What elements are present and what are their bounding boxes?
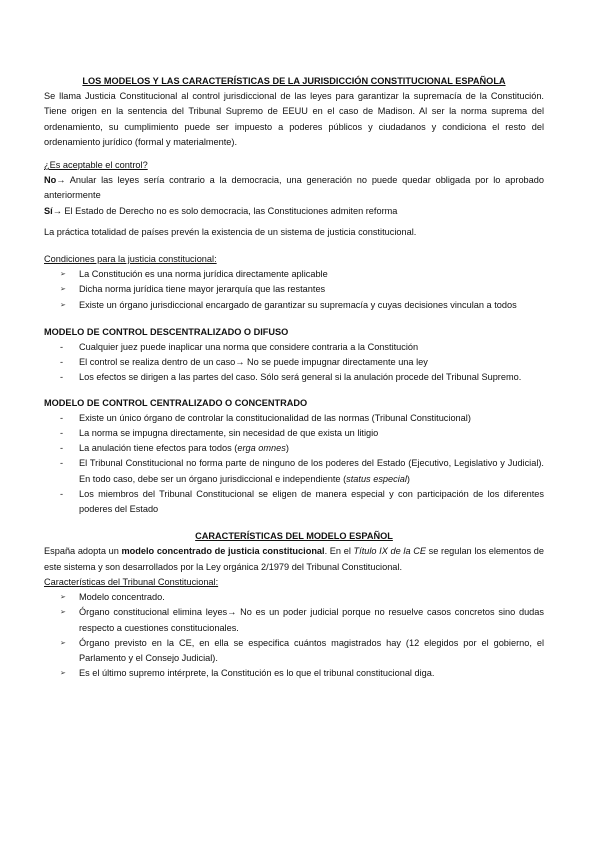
conditions-heading: Condiciones para la justicia constitucional: [44, 254, 217, 265]
no-text: → Anular las leyes sería contrario a la democracia, una generación no puede quedar obligada por lo aprobado anteriormente [44, 175, 544, 201]
espanol-heading: CARACTERÍSTICAS DEL MODELO ESPAÑOL [195, 531, 393, 542]
arrow-bullet-icon: ➢ [60, 286, 66, 294]
list-item: - La anulación tiene efectos para todos (erga omnes) [44, 441, 544, 456]
concentrado-heading: MODELO DE CONTROL CENTRALIZADO O CONCENTRADO [44, 397, 308, 408]
list-item: - Cualquier juez puede inaplicar una norma que considere contraria a la Constitución [44, 340, 544, 355]
difuso-heading: MODELO DE CONTROL DESCENTRALIZADO O DIFUSO [44, 326, 289, 337]
arrow-bullet-icon: ➢ [60, 670, 66, 678]
control-si [44, 204, 544, 219]
no-label: No [44, 175, 57, 186]
arrow-bullet-icon: ➢ [60, 639, 66, 647]
dash-bullet: - [60, 488, 64, 499]
arrow-bullet-icon: ➢ [60, 301, 66, 309]
tc-heading: Características del Tribunal Constitucional: [44, 576, 219, 587]
difuso-list [44, 340, 544, 386]
espanol-paragraph: España adopta un modelo concentrado de justicia constitucional. En el Título IX de la CE se regulan los elementos de este sistema y son desarrollados por la Ley orgánica 2/1979 del Tribunal Constitucional. [44, 546, 545, 572]
si-label: Sí [44, 205, 53, 216]
si-text: → El Estado de Derecho no es solo democracia, las Constituciones admiten reforma [52, 205, 398, 216]
list-item: - La norma se impugna directamente, sin necesidad de que exista un litigio [44, 426, 544, 441]
list-item: ➢ Es el último supremo intérprete, la Constitución es lo que el tribunal constitucional diga. [44, 666, 544, 681]
dash-bullet: - [60, 443, 64, 454]
dash-bullet: - [60, 357, 64, 368]
list-item: ➢ Modelo concentrado. [44, 590, 544, 605]
list-item: ➢ Órgano constitucional elimina leyes→ No es un poder judicial porque no resuelve casos concretos sino dudas respecto a cuestiones constitucionales. [60, 607, 544, 633]
dash-bullet: - [60, 428, 64, 439]
arrow-bullet-icon: ➢ [60, 609, 66, 617]
control-no [44, 173, 544, 203]
practice-paragraph: La práctica totalidad de países prevén la existencia de un sistema de justicia constitucional. [44, 226, 417, 237]
dash-bullet: - [60, 342, 64, 353]
list-item: - Existe un único órgano de controlar la constitucionalidad de las normas (Tribunal Constitucional) [44, 411, 544, 426]
list-item: - El Tribunal Constitucional no forma parte de ninguno de los poderes del Estado (Ejecutivo, Legislativo y Judicial). En todo caso, debe ser un órgano jurisdiccional e independiente (status especial) [60, 458, 544, 484]
list-item: ➢ Dicha norma jurídica tiene mayor jerarquía que las restantes [44, 282, 544, 297]
arrow-bullet-icon: ➢ [60, 271, 66, 279]
tc-list [44, 590, 544, 681]
list-item: ➢ Órgano previsto en la CE, en ella se especifica cuántos magistrados hay (12 elegidos por el gobierno, el Parlamento y el Consejo Judicial). [60, 637, 544, 663]
list-item: - Los miembros del Tribunal Constitucional se eligen de manera especial y con participación de los diferentes poderes del Estado [60, 488, 544, 515]
list-item: ➢ Existe un órgano jurisdiccional encargado de garantizar su supremacía y cuyas decisiones vinculan a todos [44, 298, 544, 313]
dash-bullet: - [60, 372, 64, 383]
document-page [44, 74, 544, 681]
control-question: ¿Es aceptable el control? [44, 160, 148, 171]
dash-bullet: - [60, 412, 64, 423]
concentrado-list [44, 411, 544, 517]
conditions-list [44, 267, 544, 313]
arrow-bullet-icon: ➢ [60, 594, 66, 602]
dash-bullet: - [60, 458, 64, 469]
intro-paragraph: Se llama Justicia Constitucional al control jurisdiccional de las leyes para garantizar la supremacía de la Constitución. Tiene origen en la sentencia del Tribunal Supremo de EEUU en el caso de Madison. Al ser la norma suprema del ordenamiento, su cumplimiento puede ser impuesto a poderes públicos y ciudadanos y condiciona el resto del ordenamiento jurídico (formal y materialmente). [44, 91, 544, 147]
list-item: - El control se realiza dentro de un caso→ No se puede impugnar directamente una ley [44, 355, 544, 370]
list-item: - Los efectos se dirigen a las partes del caso. Sólo será general si la anulación procede del Tribunal Supremo. [44, 370, 544, 385]
list-item: ➢ La Constitución es una norma jurídica directamente aplicable [44, 267, 544, 282]
document-title: LOS MODELOS Y LAS CARACTERÍSTICAS DE LA JURISDICCIÓN CONSTITUCIONAL ESPAÑOLA [82, 76, 506, 86]
